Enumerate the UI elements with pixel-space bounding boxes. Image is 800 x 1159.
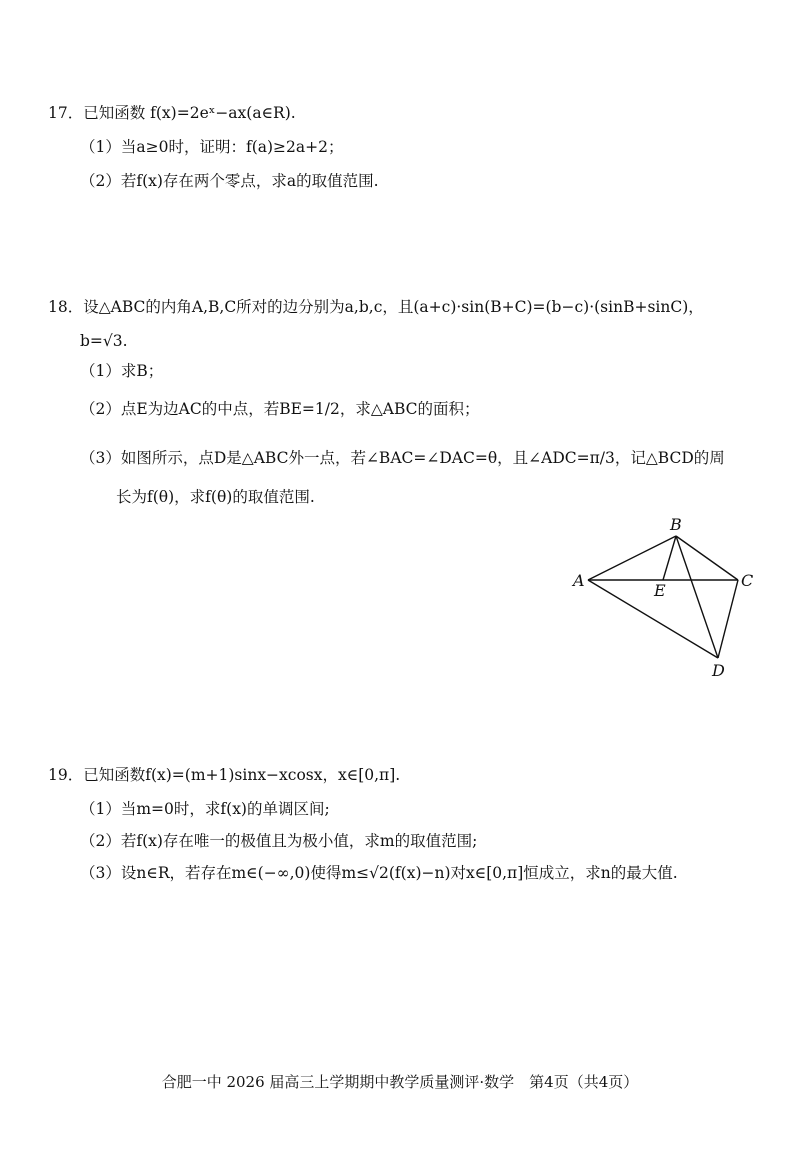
label-b: B (670, 515, 682, 534)
question-18-part-1: （1）求B； (80, 362, 164, 380)
question-19-part-3: （3）设n∈R，若存在m∈(−∞,0)使得m≤√2(f(x)−n)对x∈[0,π]恒成立，求n的最大值. (80, 864, 678, 882)
label-a: A (573, 571, 585, 590)
question-17-stem: 17．已知函数 f(x)=2eˣ−ax(a∈R). (48, 104, 296, 122)
question-18-part-3-continued: 长为f(θ)，求f(θ)的取值范围. (116, 488, 315, 506)
page-footer: 合肥一中 2026 届高三上学期期中教学质量测评·数学 第4页（共4页） (161, 1073, 639, 1091)
question-17-part-2: （2）若f(x)存在两个零点，求a的取值范围. (80, 172, 379, 190)
segment-cd (718, 580, 738, 658)
segment-ab (588, 536, 676, 580)
label-c: C (741, 571, 754, 590)
segment-bc (676, 536, 738, 580)
label-e: E (654, 581, 666, 600)
question-17-part-1: （1）当a≥0时，证明：f(a)≥2a+2； (80, 138, 344, 156)
question-18-stem: 18．设△ABC的内角A,B,C所对的边分别为a,b,c，且(a+c)·sin(B+C)=(b−c)·(sinB+sinC)， (48, 298, 704, 316)
question-19-part-1: （1）当m=0时，求f(x)的单调区间; (80, 800, 330, 818)
question-19-stem: 19．已知函数f(x)=(m+1)sinx−xcosx，x∈[0,π]. (48, 766, 401, 784)
question-19-part-2: （2）若f(x)存在唯一的极值且为极小值，求m的取值范围; (80, 832, 478, 850)
question-18-part-3: （3）如图所示，点D是△ABC外一点，若∠BAC=∠DAC=θ，且∠ADC=π/3，记△BCD的周 (80, 449, 725, 467)
triangle-figure (560, 512, 770, 684)
segment-ad (588, 580, 718, 658)
question-18-part-2: （2）点E为边AC的中点，若BE=1/2，求△ABC的面积； (80, 400, 480, 418)
label-d: D (712, 661, 725, 680)
segment-bd (676, 536, 718, 658)
segment-be (663, 536, 676, 580)
question-18-stem-continued: b=√3. (80, 332, 128, 350)
